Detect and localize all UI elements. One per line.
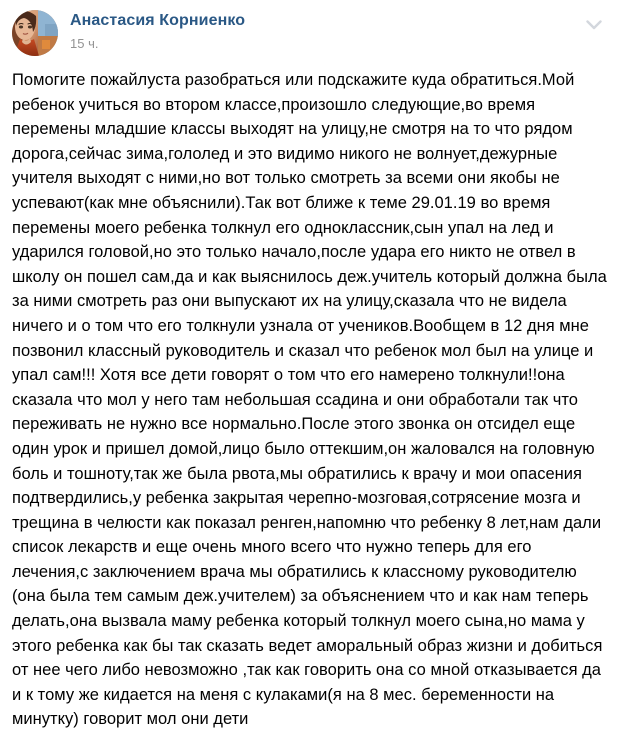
chevron-down-icon	[586, 20, 602, 30]
post-timestamp[interactable]: 15 ч.	[70, 36, 99, 51]
author-name[interactable]: Анастасия Корниенко	[70, 12, 246, 29]
post-body-text: Помогите пожайлуста разобраться или подскажите куда обратиться.Мой ребенок учиться во втором классе,произошло следующие,во время перемены младшие классы выходят на улицу,не смотря на то что рядом дорога,сейчас зима,гололед и это видимо никого не волнует,дежурные учителя выходят с ними,но вот только смотреть за всеми они якобы не успевают(как мне объяснили).Так вот ближе к теме 29.01.19 во время перемены моего ребенка толкнул его одноклассник,сын упал на лед и ударился головой,но это только начало,после удара его никто не отвел в школу он пошел сам,да и как выяснилось деж.учитель который должна была за ними смотреть раз они выпускают их на улицу,сказала что не видела ничего и о том что его толкнули узнала от учеников.Вообщем в 12 дня мне позвонил классный руководитель и сказал что ребенок мол был на улице и упал сам!!! Хотя все дети говорят о том что его намерено толкнули!!она сказала что мол у него там небольшая ссадина и они обработали так что переживать не нужно все нормально.После этого звонка он отсидел еще один урок и пришел домой,лицо было оттекшим,он жаловался на головную боль и тошноту,так же была рвота,мы обратились к врачу и мои опасения подтвердились,у ребенка закрытая черепно-мозговая,сотрясение мозга и трещина в челюсти как показал ренген,напомню что ребенку 8 лет,нам дали список лекарств и еще очень много всего что нужно теперь для его лечения,с заключением врача мы обратились к классному руководителю (она была тем самым деж.учителем) за объяснением что и как нам теперь делать,она вызвала маму ребенка который толкнул моего сына,но мама у этого ребенка как бы так сказать ведет аморальный образ жизни и добиться от нее чего либо невозможно ,так как говорить она со мной отказывается да и к тому же кидается на меня с кулаками(я на 8 мес. беременности на минутку) говорит мол они дети	[12, 71, 612, 729]
post-menu-button[interactable]	[583, 14, 605, 36]
post-header	[0, 0, 619, 60]
avatar[interactable]	[12, 10, 58, 56]
author-block	[70, 10, 245, 52]
